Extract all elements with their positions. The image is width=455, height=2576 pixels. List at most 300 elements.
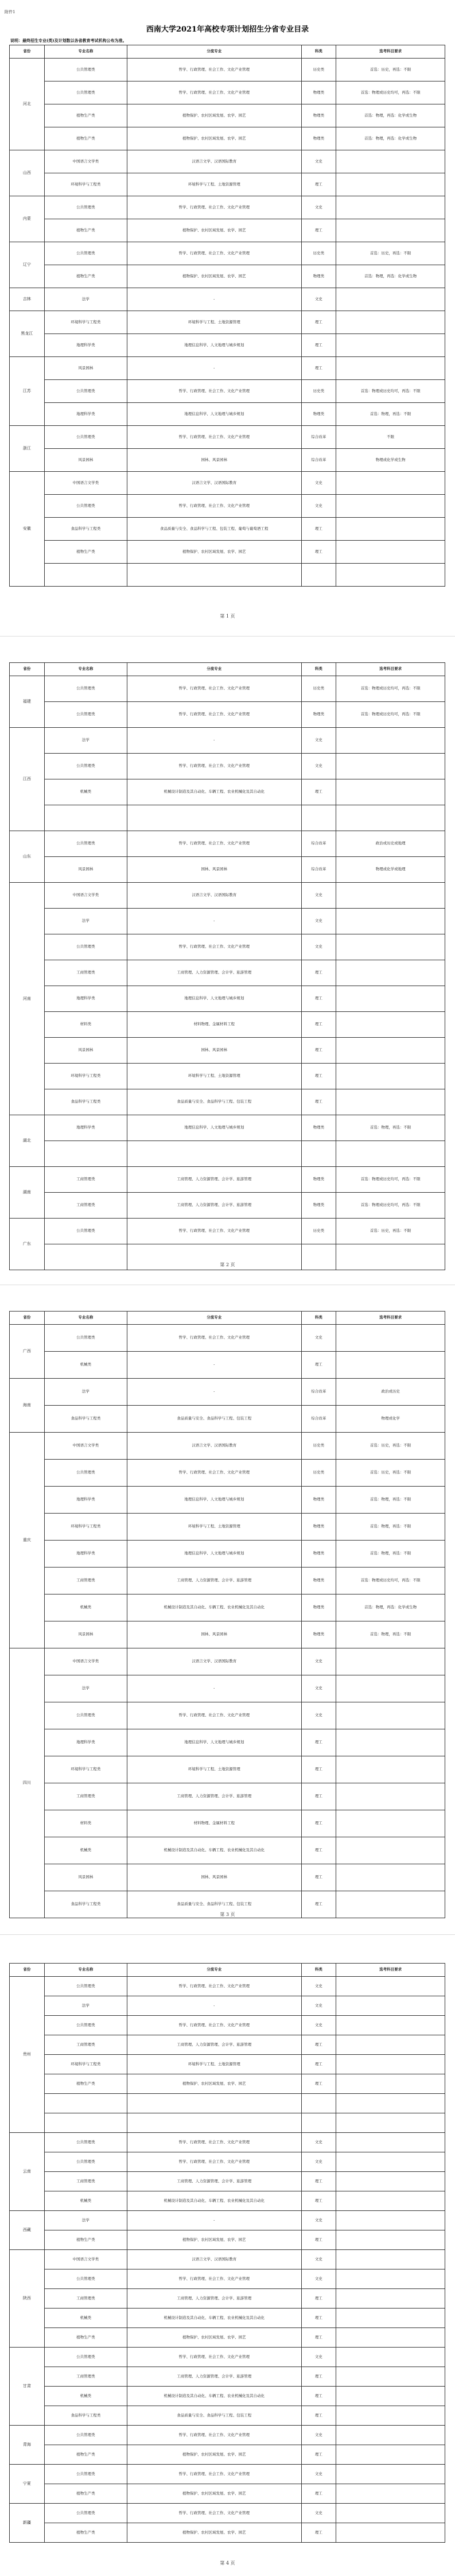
major-cell <box>44 2113 127 2133</box>
major-cell <box>44 805 127 831</box>
category-cell: 综合改革 <box>301 1379 336 1406</box>
requirement-cell <box>336 2523 445 2543</box>
major-cell: 中国语言文学类 <box>44 1433 127 1460</box>
direction-cell: 食品质量与安全、食品科学与工程、包装工程 <box>127 1406 301 1433</box>
direction-cell: 工商管理、人力资源管理、会计学、旅游管理 <box>127 2035 301 2055</box>
table-row <box>10 1038 445 1064</box>
category-cell: 文史 <box>301 728 336 754</box>
category-cell: 理工 <box>301 518 336 541</box>
category-cell: 理工 <box>301 2445 336 2465</box>
requirement-cell <box>336 1729 445 1756</box>
table-row <box>10 311 445 334</box>
direction-cell: 哲学、行政管理、社会工作、文化产业管理 <box>127 380 301 403</box>
category-cell: 理工 <box>301 1891 336 1918</box>
requirement-cell: 物理或化学 <box>336 1406 445 1433</box>
major-cell: 环境科学与工程类 <box>44 311 127 334</box>
table-row <box>10 702 445 728</box>
category-cell: 理工 <box>301 2172 336 2191</box>
table-row <box>10 1089 445 1115</box>
requirement-cell <box>336 311 445 334</box>
major-cell: 食品科学与工程类 <box>44 518 127 541</box>
category-cell: 理工 <box>301 2230 336 2250</box>
category-cell: 物理类 <box>301 403 336 426</box>
table-row <box>10 334 445 357</box>
category-cell <box>301 1141 336 1167</box>
major-cell: 地理科学类 <box>44 1541 127 1568</box>
requirement-cell <box>336 2367 445 2387</box>
major-cell: 植物生产类 <box>44 2445 127 2465</box>
requirement-cell <box>336 288 445 311</box>
major-cell: 环境科学与工程类 <box>44 1514 127 1541</box>
category-cell: 理工 <box>301 173 336 196</box>
direction-cell: 哲学、行政管理、社会工作、文化产业管理 <box>127 676 301 702</box>
major-cell: 风景园林 <box>44 1621 127 1648</box>
major-cell: 法学 <box>44 1996 127 2016</box>
major-cell: 法学 <box>44 1675 127 1702</box>
requirement-cell <box>336 1996 445 2016</box>
category-cell: 文史 <box>301 2348 336 2367</box>
column-header: 科类 <box>301 1312 336 1325</box>
major-cell: 公共管理类 <box>44 2426 127 2445</box>
table-row <box>10 2152 445 2172</box>
category-cell: 物理类 <box>301 1514 336 1541</box>
requirement-cell <box>336 150 445 173</box>
requirement-cell <box>336 2113 445 2133</box>
province-cell: 重庆 <box>10 1433 45 1648</box>
major-cell: 工商管理类 <box>44 960 127 986</box>
direction-cell: 汉语言文学、汉语国际教育 <box>127 1648 301 1675</box>
requirement-cell <box>336 805 445 831</box>
major-cell: 工商管理类 <box>44 2035 127 2055</box>
table-row <box>10 728 445 754</box>
direction-cell: 园林、风景园林 <box>127 1038 301 1064</box>
direction-cell: 工商管理、人力资源管理、会计学、旅游管理 <box>127 1193 301 1219</box>
category-cell: 综合改革 <box>301 449 336 472</box>
requirement-cell <box>336 1756 445 1783</box>
category-cell: 文史 <box>301 2016 336 2035</box>
requirement-cell: 首选：物理，再选：化学或生物 <box>336 1595 445 1621</box>
table-row <box>10 2367 445 2387</box>
direction-cell: 哲学、行政管理、社会工作、文化产业管理 <box>127 59 301 82</box>
requirement-cell <box>336 1977 445 1996</box>
category-cell: 历史类 <box>301 1433 336 1460</box>
table-row <box>10 1193 445 1219</box>
table-row <box>10 59 445 82</box>
table-row <box>10 2230 445 2250</box>
requirement-cell: 首选：物理，再选：不限 <box>336 1541 445 1568</box>
major-cell: 工商管理类 <box>44 2367 127 2387</box>
requirement-cell: 首选：物理或历史均可，再选：不限 <box>336 702 445 728</box>
requirement-cell <box>336 173 445 196</box>
table-row <box>10 2484 445 2504</box>
table-page-4 <box>9 1963 445 2543</box>
direction-cell: 汉语言文学、汉语国际教育 <box>127 1433 301 1460</box>
category-cell: 理工 <box>301 2367 336 2387</box>
direction-cell: 哲学、行政管理、社会工作、文化产业管理 <box>127 1325 301 1352</box>
category-cell: 理工 <box>301 1729 336 1756</box>
column-header: 省份 <box>10 663 45 676</box>
requirement-cell <box>336 1352 445 1379</box>
requirement-cell <box>336 2328 445 2348</box>
table-row <box>10 934 445 960</box>
table-page-1 <box>9 45 445 587</box>
major-cell: 公共管理类 <box>44 242 127 265</box>
direction-cell: - <box>127 288 301 311</box>
direction-cell: 食品质量与安全、食品科学与工程、包装工程 <box>127 1089 301 1115</box>
major-cell: 法学 <box>44 728 127 754</box>
direction-cell: 食品质量与安全、食品科学与工程、包装工程 <box>127 1891 301 1918</box>
major-cell: 公共管理类 <box>44 2465 127 2484</box>
category-cell: 文史 <box>301 754 336 779</box>
table-row <box>10 2309 445 2328</box>
column-header: 省份 <box>10 1312 45 1325</box>
major-table <box>9 1963 445 2543</box>
category-cell: 物理类 <box>301 1568 336 1595</box>
direction-cell: 地理信息科学、人文地理与城乡规划 <box>127 1541 301 1568</box>
table-page-3 <box>9 1311 445 1918</box>
requirement-cell: 首选：物理，再选：化学或生物 <box>336 265 445 288</box>
province-cell: 新疆 <box>10 2504 45 2543</box>
province-cell: 浙江 <box>10 426 45 472</box>
category-cell: 文史 <box>301 196 336 219</box>
requirement-cell <box>336 1810 445 1837</box>
direction-cell: 汉语言文学、汉语国际教育 <box>127 150 301 173</box>
province-cell: 西藏 <box>10 2211 45 2250</box>
major-cell: 中国语言文学类 <box>44 150 127 173</box>
requirement-cell: 首选：物理，再选：不限 <box>336 1621 445 1648</box>
category-cell: 理工 <box>301 1783 336 1810</box>
table-row <box>10 1864 445 1891</box>
table-row <box>10 82 445 104</box>
table-row <box>10 173 445 196</box>
requirement-cell <box>336 1783 445 1810</box>
direction-cell <box>127 805 301 831</box>
direction-cell: - <box>127 1379 301 1406</box>
table-row <box>10 909 445 934</box>
category-cell: 综合改革 <box>301 426 336 449</box>
category-cell: 文史 <box>301 1325 336 1352</box>
direction-cell: 哲学、行政管理、社会工作、文化产业管理 <box>127 754 301 779</box>
category-cell: 文史 <box>301 1996 336 2016</box>
direction-cell: 机械设计制造及其自动化、车辆工程、农业机械化及其自动化 <box>127 2387 301 2406</box>
requirement-cell <box>336 357 445 380</box>
table-row <box>10 986 445 1012</box>
requirement-cell: 物理或化学或生物 <box>336 449 445 472</box>
requirement-cell <box>336 1864 445 1891</box>
province-cell: 江苏 <box>10 357 45 426</box>
requirement-cell: 不限 <box>336 426 445 449</box>
category-cell: 文史 <box>301 1977 336 1996</box>
table-row <box>10 449 445 472</box>
table-row <box>10 2387 445 2406</box>
requirement-cell: 首选：物理，再选：不限 <box>336 1487 445 1514</box>
column-header: 科类 <box>301 663 336 676</box>
table-row <box>10 564 445 587</box>
table-row <box>10 1325 445 1352</box>
requirement-cell: 首选：物理，再选：化学或生物 <box>336 104 445 127</box>
category-cell <box>301 2094 336 2113</box>
table-row <box>10 1064 445 1089</box>
direction-cell: 园林、风景园林 <box>127 449 301 472</box>
category-cell: 理工 <box>301 1064 336 1089</box>
requirement-cell <box>336 986 445 1012</box>
direction-cell: 工商管理、人力资源管理、会计学、旅游管理 <box>127 960 301 986</box>
column-header: 专业名称 <box>44 1964 127 1977</box>
direction-cell: 地理信息科学、人文地理与城乡规划 <box>127 986 301 1012</box>
requirement-cell <box>336 495 445 518</box>
requirement-cell <box>336 2191 445 2211</box>
major-cell: 工商管理类 <box>44 1167 127 1193</box>
direction-cell: 哲学、行政管理、社会工作、文化产业管理 <box>127 2269 301 2289</box>
direction-cell: 哲学、行政管理、社会工作、文化产业管理 <box>127 1460 301 1487</box>
requirement-cell <box>336 1064 445 1089</box>
requirement-cell <box>336 2289 445 2309</box>
table-row <box>10 805 445 831</box>
direction-cell: 哲学、行政管理、社会工作、文化产业管理 <box>127 2016 301 2035</box>
direction-cell: 工商管理、人力资源管理、会计学、旅游管理 <box>127 2172 301 2191</box>
category-cell: 理工 <box>301 1837 336 1864</box>
table-row <box>10 2035 445 2055</box>
direction-cell: 哲学、行政管理、社会工作、文化产业管理 <box>127 1219 301 1244</box>
category-cell: 理工 <box>301 1864 336 1891</box>
major-cell: 工商管理类 <box>44 1568 127 1595</box>
direction-cell: 哲学、行政管理、社会工作、文化产业管理 <box>127 2465 301 2484</box>
direction-cell: 机械设计制造及其自动化、车辆工程、农业机械化及其自动化 <box>127 2191 301 2211</box>
major-cell: 植物生产类 <box>44 541 127 564</box>
major-cell: 机械类 <box>44 1837 127 1864</box>
direction-cell: 地理信息科学、人文地理与城乡规划 <box>127 403 301 426</box>
major-cell: 机械类 <box>44 1595 127 1621</box>
direction-cell: 地理信息科学、人文地理与城乡规划 <box>127 1487 301 1514</box>
direction-cell: 植物保护、农村区域发展、农学、园艺 <box>127 265 301 288</box>
direction-cell: 环境科学与工程、土地资源管理 <box>127 1064 301 1089</box>
table-row <box>10 2348 445 2367</box>
table-row <box>10 676 445 702</box>
table-row <box>10 1810 445 1837</box>
requirement-cell: 物理或化学或地理 <box>336 857 445 883</box>
requirement-cell: 政治或历史或地理 <box>336 831 445 857</box>
category-cell: 文史 <box>301 472 336 495</box>
category-cell: 理工 <box>301 2328 336 2348</box>
category-cell: 理工 <box>301 1352 336 1379</box>
direction-cell: 植物保护、农村区域发展、农学、园艺 <box>127 2484 301 2504</box>
category-cell: 物理类 <box>301 1115 336 1141</box>
requirement-cell <box>336 2445 445 2465</box>
category-cell <box>301 2113 336 2133</box>
category-cell: 文史 <box>301 2426 336 2445</box>
major-cell: 公共管理类 <box>44 934 127 960</box>
direction-cell: 环境科学与工程、土地资源管理 <box>127 1514 301 1541</box>
direction-cell: - <box>127 1996 301 2016</box>
requirement-cell <box>336 1837 445 1864</box>
table-row <box>10 426 445 449</box>
major-cell: 公共管理类 <box>44 82 127 104</box>
major-table <box>9 45 445 587</box>
category-cell: 理工 <box>301 2074 336 2094</box>
table-row <box>10 2406 445 2426</box>
requirement-cell: 首选：物理，再选：化学或生物 <box>336 127 445 150</box>
table-row <box>10 1541 445 1568</box>
category-cell: 理工 <box>301 2035 336 2055</box>
major-cell: 公共管理类 <box>44 2269 127 2289</box>
table-row <box>10 2523 445 2543</box>
major-cell: 中国语言文学类 <box>44 883 127 909</box>
requirement-cell <box>336 2406 445 2426</box>
table-row <box>10 541 445 564</box>
category-cell: 物理类 <box>301 82 336 104</box>
direction-cell: 植物保护、农村区域发展、农学、园艺 <box>127 2074 301 2094</box>
requirement-cell: 首选：物理，再选：不限 <box>336 1514 445 1541</box>
direction-cell: 汉语言文学、汉语国际教育 <box>127 2250 301 2269</box>
category-cell: 文史 <box>301 1675 336 1702</box>
direction-cell: 哲学、行政管理、社会工作、文化产业管理 <box>127 1977 301 1996</box>
requirement-cell <box>336 2152 445 2172</box>
major-cell: 公共管理类 <box>44 676 127 702</box>
category-cell: 文史 <box>301 934 336 960</box>
table-row <box>10 2426 445 2445</box>
direction-cell: 环境科学与工程、土地资源管理 <box>127 173 301 196</box>
major-cell <box>44 2094 127 2113</box>
province-cell: 四川 <box>10 1648 45 1918</box>
column-header: 分流专业 <box>127 1964 301 1977</box>
column-header: 省份 <box>10 45 45 59</box>
major-cell: 公共管理类 <box>44 754 127 779</box>
requirement-cell: 首选：历史，再选：不限 <box>336 1460 445 1487</box>
direction-cell: 哲学、行政管理、社会工作、文化产业管理 <box>127 702 301 728</box>
requirement-cell <box>336 728 445 754</box>
major-cell: 工商管理类 <box>44 1783 127 1810</box>
requirement-cell <box>336 2309 445 2328</box>
major-cell: 食品科学与工程类 <box>44 1406 127 1433</box>
direction-cell: 哲学、行政管理、社会工作、文化产业管理 <box>127 2152 301 2172</box>
category-cell: 文史 <box>301 2504 336 2523</box>
requirement-cell <box>336 219 445 242</box>
major-cell: 公共管理类 <box>44 1977 127 1996</box>
table-header-row <box>10 45 445 59</box>
major-cell: 公共管理类 <box>44 1325 127 1352</box>
direction-cell: 工商管理、人力资源管理、会计学、旅游管理 <box>127 2367 301 2387</box>
major-table <box>9 662 445 1270</box>
category-cell: 历史类 <box>301 676 336 702</box>
table-row <box>10 1837 445 1864</box>
table-row <box>10 1141 445 1167</box>
table-row <box>10 1621 445 1648</box>
direction-cell <box>127 1141 301 1167</box>
category-cell: 历史类 <box>301 59 336 82</box>
major-cell: 公共管理类 <box>44 1219 127 1244</box>
table-row <box>10 2133 445 2152</box>
category-cell: 理工 <box>301 2523 336 2543</box>
direction-cell: 机械设计制造及其自动化、车辆工程、农业机械化及其自动化 <box>127 779 301 805</box>
table-row <box>10 2074 445 2094</box>
direction-cell: 环境科学与工程、土地资源管理 <box>127 2055 301 2074</box>
major-cell: 公共管理类 <box>44 1460 127 1487</box>
table-row <box>10 1702 445 1729</box>
table-row <box>10 2465 445 2484</box>
requirement-cell: 首选：物理，再选：不限 <box>336 403 445 426</box>
direction-cell: - <box>127 1352 301 1379</box>
major-cell: 公共管理类 <box>44 495 127 518</box>
requirement-cell <box>336 334 445 357</box>
category-cell: 理工 <box>301 960 336 986</box>
table-row <box>10 1487 445 1514</box>
category-cell: 物理类 <box>301 1193 336 1219</box>
table-row <box>10 2191 445 2211</box>
province-cell: 山西 <box>10 150 45 196</box>
direction-cell: 植物保护、农村区域发展、农学、园艺 <box>127 541 301 564</box>
table-row <box>10 857 445 883</box>
table-row <box>10 2250 445 2269</box>
direction-cell: - <box>127 728 301 754</box>
category-cell: 理工 <box>301 2191 336 2211</box>
direction-cell: - <box>127 909 301 934</box>
table-row <box>10 1115 445 1141</box>
requirement-cell: 首选：历史，再选：不限 <box>336 1219 445 1244</box>
requirement-cell <box>336 196 445 219</box>
direction-cell: - <box>127 1675 301 1702</box>
requirement-cell: 首选：物理或历史均可，再选：不限 <box>336 1193 445 1219</box>
direction-cell: 园林、风景园林 <box>127 857 301 883</box>
province-cell: 黑龙江 <box>10 311 45 357</box>
major-cell: 地理科学类 <box>44 986 127 1012</box>
major-cell: 公共管理类 <box>44 426 127 449</box>
direction-cell: 植物保护、农村区域发展、农学、园艺 <box>127 127 301 150</box>
column-header: 科类 <box>301 1964 336 1977</box>
requirement-cell <box>336 2055 445 2074</box>
table-row <box>10 1219 445 1244</box>
requirement-cell <box>336 1702 445 1729</box>
province-cell: 辽宁 <box>10 242 45 288</box>
table-row <box>10 960 445 986</box>
table-row <box>10 2269 445 2289</box>
page-title: 西南大学2021年高校专项计划招生分省专业目录 <box>146 25 309 34</box>
direction-cell: 植物保护、农村区域发展、农学、园艺 <box>127 2523 301 2543</box>
direction-cell: 汉语言文学、汉语国际教育 <box>127 472 301 495</box>
category-cell: 文史 <box>301 883 336 909</box>
major-cell: 公共管理类 <box>44 2504 127 2523</box>
requirement-cell <box>336 564 445 587</box>
major-cell: 法学 <box>44 1379 127 1406</box>
category-cell: 理工 <box>301 219 336 242</box>
category-cell: 理工 <box>301 779 336 805</box>
column-header: 选考科目要求 <box>336 1964 445 1977</box>
major-cell <box>44 1141 127 1167</box>
requirement-cell: 政治或历史 <box>336 1379 445 1406</box>
table-row <box>10 1996 445 2016</box>
major-cell: 公共管理类 <box>44 380 127 403</box>
province-cell: 甘肃 <box>10 2348 45 2426</box>
category-cell <box>301 805 336 831</box>
province-cell: 云南 <box>10 2133 45 2211</box>
major-cell: 风景园林 <box>44 857 127 883</box>
major-cell: 植物生产类 <box>44 127 127 150</box>
category-cell: 文史 <box>301 2211 336 2230</box>
table-row <box>10 2172 445 2191</box>
direction-cell: 地理信息科学、人文地理与城乡规划 <box>127 1729 301 1756</box>
category-cell: 理工 <box>301 541 336 564</box>
direction-cell: 哲学、行政管理、社会工作、文化产业管理 <box>127 82 301 104</box>
column-header: 专业名称 <box>44 1312 127 1325</box>
major-cell: 法学 <box>44 288 127 311</box>
page-number: 第 2 页 <box>220 1262 235 1267</box>
category-cell: 理工 <box>301 1810 336 1837</box>
category-cell: 文史 <box>301 1702 336 1729</box>
category-cell: 文史 <box>301 2250 336 2269</box>
table-row <box>10 1568 445 1595</box>
requirement-cell <box>336 2211 445 2230</box>
major-table <box>9 1311 445 1918</box>
major-cell: 公共管理类 <box>44 831 127 857</box>
